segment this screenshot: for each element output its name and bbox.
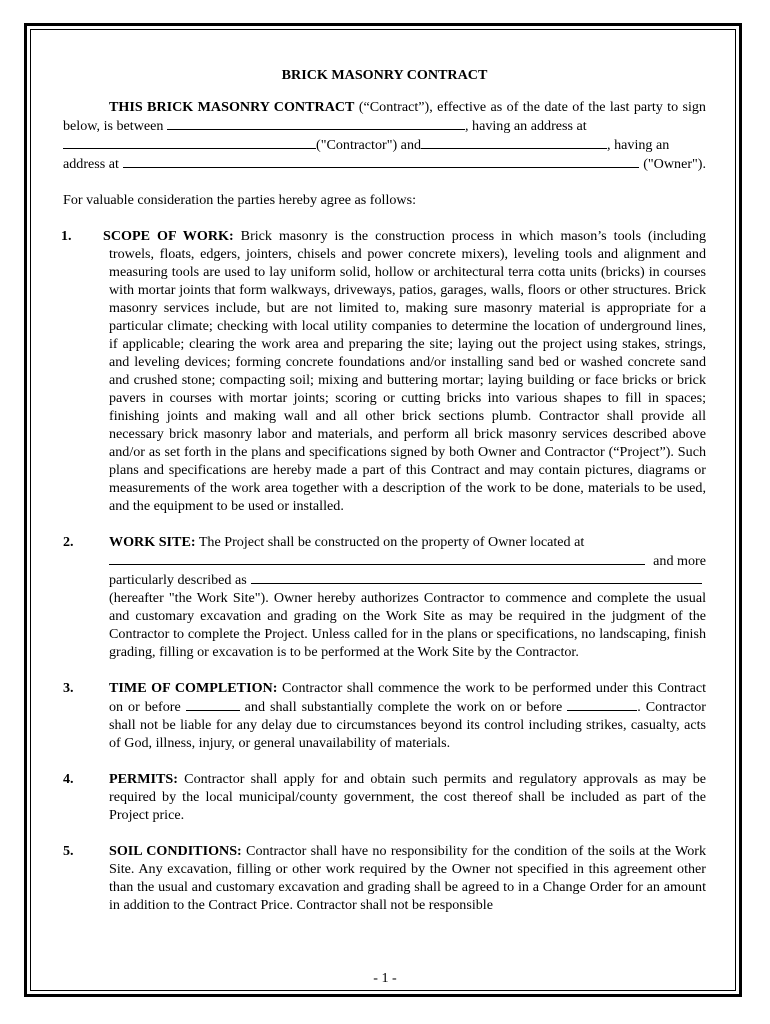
intro-line-3: ("Contractor") and , having an	[63, 135, 706, 154]
work-site-description-blank[interactable]	[251, 570, 702, 584]
section-soil-conditions: 5. SOIL CONDITIONS: Contractor shall have no responsibility for the condition of the soils at the Work Site. Any excavation, filling or other work required by the Owner not specified in this agreement other than the usual and customary excavation and grading shall be agreed to in a Change Order for an amount in addition to the Contract Price. Contractor shall not be responsible	[63, 843, 706, 913]
document-body	[63, 66, 706, 914]
document-title: BRICK MASONRY CONTRACT	[281, 67, 488, 83]
section-time-of-completion: 3. TIME OF COMPLETION: Contractor shall commence the work to be performed under this Contract on or before and shall substantially complete the work on or before . Contractor shall not be liable for any delay due to circumstances beyond its control including strikes, casualty, acts of God, illness, injury, or general unavailability of materials.	[63, 680, 706, 751]
section-scope-of-work: 1. SCOPE OF WORK: Brick masonry is the construction process in which mason’s tools (including trowels, floats, edgers, jointers, chisels and power concrete mixers), leveling tools and alignment and measuring tools are used to lay uniform solid, hollow or architectural terra cotta units (bricks) in courses with mortar joints that form walkways, driveways, patios, garages, walls, floors or other structures. Brick masonry services include, but are not limited to, making sure masonry material is appropriate for a particular climate; checking with local utility companies to determine the location of underground lines, if applicable; clearing the work area and preparing the site; laying out the project using stakes, strings, and leveling devices; forming concrete foundations and/or installing sand bed or washed concrete sand and crushed stone; compacting soil; mixing and buttering mortar; laying building or face bricks or brick pavers in courses with mortar joints; scoring or cutting bricks into various shapes to fill in spaces; finishing joints and making wall and all other brick sections plumb. Contractor shall provide all necessary brick masonry labor and materials, and perform all brick masonry services described above and/or as set forth in the plans and specifications signed by both Owner and Contractor (“Project”). Such plans and specifications are hereby made a part of this Contract and may contain pictures, diagrams or measurements of the work area together with a description of the work to be done, materials to be used, and the equipment to be used or installed.	[61, 228, 706, 514]
intro-line-4: address at ("Owner").	[63, 156, 706, 172]
section-permits: 4. PERMITS: Contractor shall apply for and obtain such permits and regulatory approvals as may be required by the local municipal/county government, the cost thereof shall be included as part of the Project price.	[63, 771, 706, 823]
contractor-address-blank[interactable]	[63, 135, 316, 149]
work-site-line-3: particularly described as	[109, 570, 706, 589]
intro-paragraph: THIS BRICK MASONRY CONTRACT (“Contract”), effective as of the date of the last party to sign below, is between , having an address at	[63, 99, 706, 134]
work-site-location-blank[interactable]	[109, 551, 645, 565]
owner-name-blank[interactable]	[421, 135, 607, 149]
completion-date-blank[interactable]	[567, 697, 637, 711]
start-date-blank[interactable]	[186, 697, 240, 711]
owner-address-blank[interactable]	[123, 154, 639, 168]
consideration-paragraph: For valuable consideration the parties hereby agree as follows:	[63, 192, 417, 208]
party-name-blank[interactable]	[167, 116, 465, 130]
work-site-line-2: and more	[109, 551, 706, 570]
section-work-site: 2. WORK SITE: The Project shall be constructed on the property of Owner located at and more particularly described as (hereafter "the Work Site"). Owner hereby authorizes Contractor to commence and complete the usual and customary excavation and grading on the Work Site as may be required in the judgment of the Contractor to complete the Project. Unless called for in the plans or specifications, no landscaping, finish grading, filling or excavation is to be performed at the Work Site by the Contractor.	[63, 534, 706, 660]
page-number: - 1 -	[373, 970, 397, 986]
intro-lead: THIS BRICK MASONRY CONTRACT	[109, 99, 355, 115]
